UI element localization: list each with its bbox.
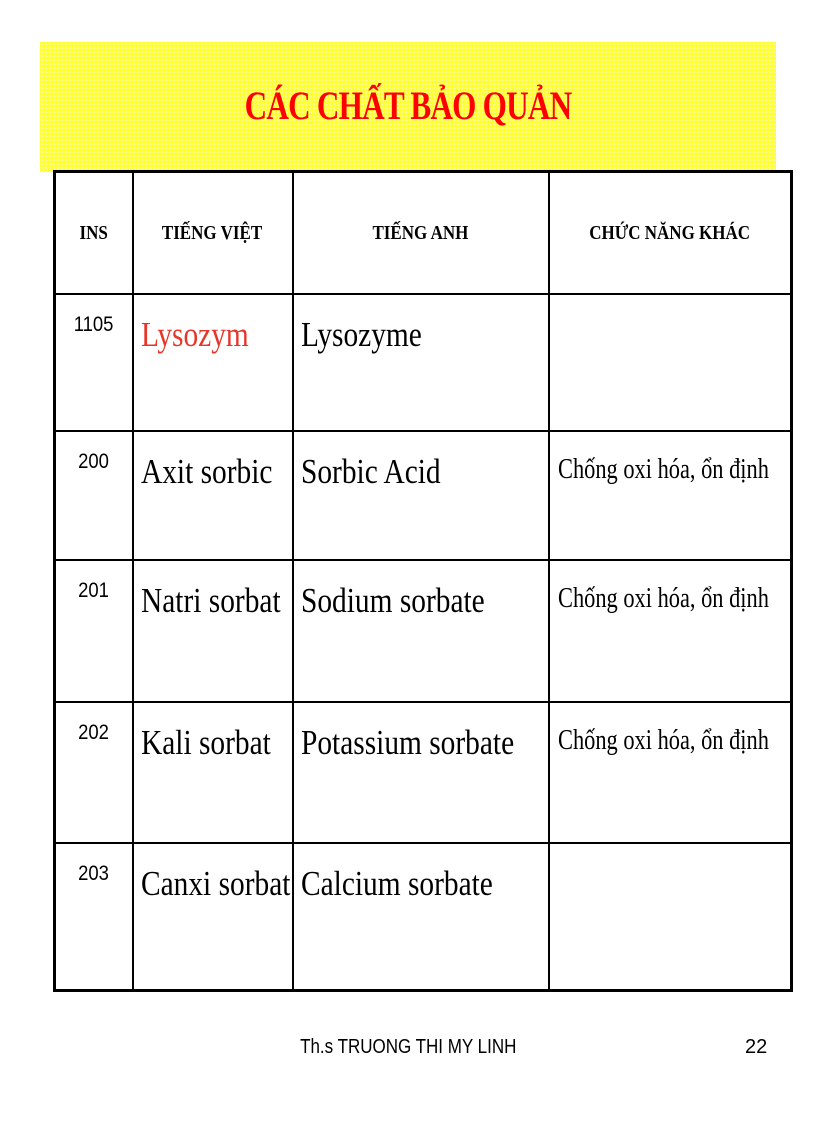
table-row	[55, 431, 792, 560]
table-row	[55, 560, 792, 702]
vietnamese-name: Canxi sorbat	[133, 843, 293, 990]
english-name: Sorbic Acid	[293, 431, 549, 560]
vietnamese-name: Axit sorbic	[133, 431, 293, 560]
ins-code: 202	[55, 702, 133, 843]
other-function: Chống oxi hóa, ổn định	[549, 431, 792, 560]
ins-code: 200	[55, 431, 133, 560]
page-number: 22	[745, 1036, 768, 1058]
header-other-function: CHỨC NĂNG KHÁC	[549, 172, 792, 295]
footer-author: Th.s TRUONG THI MY LINH	[299, 1036, 517, 1058]
other-function: Chống oxi hóa, ổn định	[549, 702, 792, 843]
table-row	[55, 702, 792, 843]
english-name: Sodium sorbate	[293, 560, 549, 702]
vietnamese-name: Kali sorbat	[133, 702, 293, 843]
page-title: CÁC CHẤT BẢO QUẢN	[244, 83, 572, 128]
english-name: Lysozyme	[293, 294, 549, 431]
ins-code: 201	[55, 560, 133, 702]
table-row	[55, 294, 792, 431]
header-ins: INS	[55, 172, 133, 295]
vietnamese-name: Natri sorbat	[133, 560, 293, 702]
other-function: Chống oxi hóa, ổn định	[549, 560, 792, 702]
table-header-row	[55, 172, 792, 295]
english-name: Potassium sorbate	[293, 702, 549, 843]
header-vietnamese: TIẾNG VIỆT	[133, 172, 293, 295]
header-english: TIẾNG ANH	[293, 172, 549, 295]
ins-code: 1105	[55, 294, 133, 431]
table-row	[55, 843, 792, 990]
ins-code: 203	[55, 843, 133, 990]
english-name: Calcium sorbate	[293, 843, 549, 990]
other-function	[549, 294, 792, 431]
preservatives-table	[53, 170, 793, 992]
other-function	[549, 843, 792, 990]
vietnamese-name: Lysozym	[133, 294, 293, 431]
